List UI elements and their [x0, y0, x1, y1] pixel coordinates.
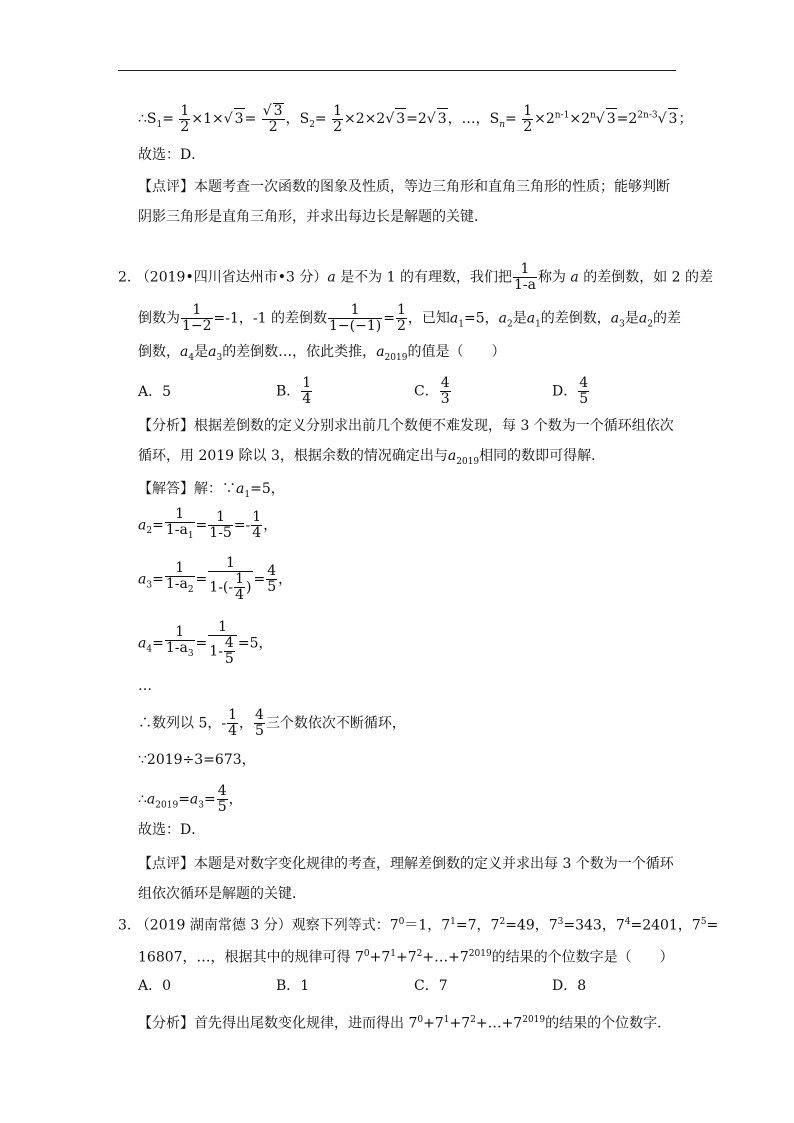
q2-analysis-line2: 循环，用 2019 除以 3，根据余数的情况确定出与$a_{2019}$相同的数即可得解．: [138, 448, 606, 467]
q2-options: [138, 376, 690, 407]
q3-analysis: 【分析】首先得出尾数变化规律，进而得出 $7^0+7^1+7^2+\dots+7^{2019}$的结果的个位数字．: [138, 1015, 672, 1032]
q3-option-c: C．7: [414, 978, 448, 994]
q2-option-b: B． $\frac{1}{4}$: [276, 375, 312, 407]
p1-comment-line1: 【点评】本题考查一次函数的图象及性质，等边三角形和直角三角形的性质；能够判断: [138, 179, 670, 195]
q3-options: [138, 976, 690, 996]
q3-line2: 16807，…，根据其中的规律可得 $7^0+7^1+7^2+\dots+7^{2019}$的结果的个位数字是（ ）: [138, 949, 674, 966]
q2-line2: 倒数为 $\frac{1}{1-2}$ =-1，-1 的差倒数 $\frac{1}{1-(-1)}$ = $\frac{1}{2}$ ，已知$a_1=5$，$a_2$是$a_1$的差倒数，$a_3$是$a_2$的差: [138, 302, 681, 334]
q3-option-a: A．0: [138, 978, 172, 994]
q2-comment-line2: 组依次循环是解题的关键．: [138, 886, 306, 902]
q2-option-c: C． $\frac{4}{3}$: [414, 375, 450, 407]
p1-answer: 故选：D．: [138, 147, 206, 163]
q2-comment-line1: 【点评】本题是对数字变化规律的考查，理解差倒数的定义并求出每 3 个数为一个循环: [138, 856, 674, 872]
q2-a3-line: $a_3=$ $\frac{1}{1-a_2}$ = 1 1-(- $\frac{1}{4}$ ) = $\frac{4}{5}$ ，: [138, 555, 293, 603]
formula-s-line: $\therefore S_1=$ $\frac{1}{2}$ ×1×√ 3= $\frac{√ 3}{2}$ ，$S_2=$ $\frac{1}{2}$ ×2×2√ 3=2√ 3，…，$S_n=$ $\frac{1}{2}$ $\times 2^{n-1}\times 2^n√$ $3=2^{2n-3}√$ 3；: [138, 102, 693, 135]
q2-option-d: D． $\frac{4}{5}$: [552, 375, 589, 407]
q2-result-line: $\therefore a_{2019}=a_3=$ $\frac{4}{5}$ ，: [138, 783, 243, 815]
q2-division-line: ∵2019÷3=673，: [138, 752, 256, 768]
q3-option-d: D．8: [552, 978, 587, 994]
q2-option-a: A．5: [138, 383, 172, 400]
header-rule: [118, 70, 676, 71]
q2-dots: …: [138, 678, 152, 694]
q2-cycle-line: ∴数列以 5，- $\frac{1}{4}$ ， $\frac{4}{5}$ 三个数依次不断循环，: [138, 707, 406, 739]
q3-option-b: B．1: [276, 978, 310, 994]
q2-a2-line: $a_2=$ $\frac{1}{1-a_1}$ = $\frac{1}{1-5}$ =- $\frac{1}{4}$ ，: [138, 507, 277, 544]
q2-solution-intro: 【解答】解：$\because a_1=5$，: [138, 481, 285, 500]
q2-line1: 2. （2019•四川省达州市•3 分）a 是不为 1 的有理数，我们把 $\frac{1}{1-a}$ 称为 a 的差倒数，如 2 的差: [118, 261, 714, 293]
p1-comment-line2: 阴影三角形是直角三角形，并求出每边长是解题的关键．: [138, 209, 488, 225]
q2-analysis-line1: 【分析】根据差倒数的定义分别求出前几个数便不难发现，每 3 个数为一个循环组依次: [138, 418, 674, 434]
q2-line3: 倒数，$a_4$是$a_3$的差倒数…，依此类推，$a_{2019}$的值是（ ）: [138, 344, 506, 363]
q2-a4-line: $a_4=$ $\frac{1}{1-a_3}$ = 1 1- $\frac{4}{5}$ =5，: [138, 619, 273, 667]
q2-answer: 故选：D．: [138, 822, 206, 838]
q3-line1: 3. （2019 湖南常德 3 分）观察下列等式：$7^0=1$，$7^1=7$，$7^2=49$，$7^3=343$，$7^4=2401$，$7^5=$: [118, 917, 719, 934]
